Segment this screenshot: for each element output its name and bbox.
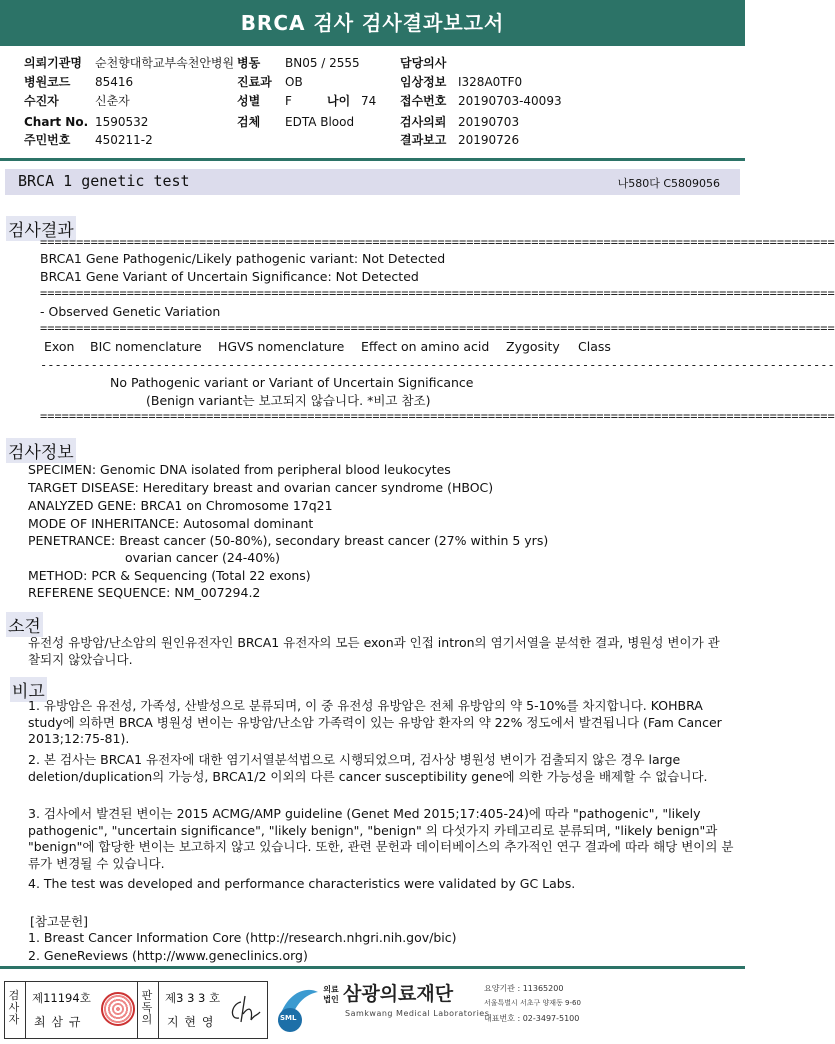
info-method: METHOD: PCR & Sequencing (Total 22 exons) xyxy=(28,568,311,583)
test-bar xyxy=(5,169,740,195)
receipt-no-label: 접수번호 xyxy=(400,94,447,108)
result-dash-separator: -------------------------------------------------------------------------------------------------------------- xyxy=(40,358,835,372)
result-separator-1: ============================================================================================================== xyxy=(40,235,835,249)
result-separator-2: ============================================================================================================== xyxy=(40,286,835,300)
org-english: Samkwang Medical Laboratories xyxy=(345,1009,490,1018)
remark-4: 4. The test was developed and performance characteristics were validated by GC Labs. xyxy=(28,876,576,891)
result-line-pathogenic: BRCA1 Gene Pathogenic/Likely pathogenic variant: Not Detected xyxy=(40,251,446,266)
patient-name-value: 신춘자 xyxy=(95,94,130,108)
institution-value: 순천향대학교부속천안병원 xyxy=(95,56,235,70)
report-date-label: 결과보고 xyxy=(400,133,447,147)
sml-logo xyxy=(272,982,322,1032)
sml-logo-text: SML xyxy=(280,1014,297,1022)
report-title: BRCA 검사 검사결과보고서 xyxy=(0,0,745,46)
patient-info xyxy=(0,46,745,159)
report-date-value: 20190726 xyxy=(458,133,520,147)
test-code: 나580다 C5809056 xyxy=(617,177,720,190)
sex-value: F xyxy=(285,94,292,108)
header-divider xyxy=(0,158,745,161)
info-section-title: 검사정보 xyxy=(6,438,76,463)
request-label: 검사의뢰 xyxy=(400,115,447,129)
info-penetrance: PENETRANCE: Breast cancer (50-80%), secondary breast cancer (27% within 5 yrs) xyxy=(28,533,549,548)
age-label: 나이 xyxy=(327,94,351,108)
ward-value: BN05 / 2555 xyxy=(285,56,360,70)
info-target-disease: TARGET DISEASE: Hereditary breast and ovarian cancer syndrome (HBOC) xyxy=(28,480,494,495)
sex-label: 성별 xyxy=(237,94,261,108)
reference-1: 1. Breast Cancer Information Core (http://research.nhgri.nih.gov/bic) xyxy=(28,930,457,945)
request-value: 20190703 xyxy=(458,115,520,129)
col-hgvs: HGVS nomenclature xyxy=(218,339,345,354)
info-reference-sequence: REFERENE SEQUENCE: NM_007294.2 xyxy=(28,585,261,600)
org-prefix: 의료법인 xyxy=(323,985,339,1004)
info-specimen: SPECIMEN: Genomic DNA isolated from peripheral blood leukocytes xyxy=(28,462,451,477)
observed-variation-heading: - Observed Genetic Variation xyxy=(40,304,221,319)
org-phone: 대표번호 : 02-3497-5100 xyxy=(484,1014,580,1023)
col-zygosity: Zygosity xyxy=(506,339,560,354)
institution-code: 요양기관 : 11365200 xyxy=(484,984,564,993)
clinical-label: 임상정보 xyxy=(400,75,447,89)
signature-box xyxy=(4,981,268,1039)
org-address: 서울특별시 서초구 양재동 9-60 xyxy=(484,999,581,1007)
info-penetrance-ovarian: ovarian cancer (24-40%) xyxy=(125,550,280,565)
reviewer-label: 판독의 xyxy=(141,989,153,1026)
dept-label: 진료과 xyxy=(237,75,272,89)
doctor-label: 담당의사 xyxy=(400,56,447,70)
resident-value: 450211-2 xyxy=(95,133,153,147)
hospital-code-value: 85416 xyxy=(95,75,134,89)
specimen-label: 검체 xyxy=(237,115,261,129)
col-class: Class xyxy=(578,339,611,354)
chart-value: 1590532 xyxy=(95,115,149,129)
remark-2: 2. 본 검사는 BRCA1 유전자에 대한 염기서열분석법으로 시행되었으며, 검사상 병원성 변이가 검출되지 않은 경우 large deletion/duplication의 가능성, BRCA1/2 이외의 다른 cancer susceptibility gene에 의한 가능성을 배제할 수 없습니다. xyxy=(28,752,708,784)
info-inheritance: MODE OF INHERITANCE: Autosomal dominant xyxy=(28,516,314,531)
sml-logo-icon xyxy=(272,982,322,1032)
remark-1: 1. 유방암은 유전성, 가족성, 산발성으로 분류되며, 이 중 유전성 유방암은 전체 유방암의 약 5-10%를 차지합니다. KOHBRA study에 의하면 BRCA 병원성 변이는 유방암/난소암 가족력이 있는 유방암 환자의 약 22% 정도에서 발견됩니다 (Fam Cancer 2013;12:75-81). xyxy=(28,698,722,746)
footer-divider xyxy=(0,966,745,969)
patient-name-label: 수진자 xyxy=(24,94,59,108)
opinion-text: 유전성 유방암/난소암의 원인유전자인 BRCA1 유전자의 모든 exon과 인접 intron의 염기서열을 분석한 결과, 병원성 변이가 관찰되지 않았습니다. xyxy=(28,635,720,667)
result-section-title: 검사결과 xyxy=(6,216,76,241)
result-separator-3: ============================================================================================================== xyxy=(40,321,835,335)
age-value: 74 xyxy=(361,94,377,108)
org-name: 삼광의료재단 xyxy=(343,983,454,1005)
no-variant-text: No Pathogenic variant or Variant of Uncertain Significance xyxy=(110,375,474,390)
result-separator-4: ============================================================================================================== xyxy=(40,409,835,423)
hospital-code-label: 병원코드 xyxy=(24,75,71,89)
benign-note: (Benign variant는 보고되지 않습니다. *비고 참조) xyxy=(146,393,431,408)
tester-license-no: 제11194호 xyxy=(32,991,91,1005)
remarks-section-title: 비고 xyxy=(10,677,47,702)
col-exon: Exon xyxy=(44,339,75,354)
reference-2: 2. GeneReviews (http://www.geneclinics.org) xyxy=(28,948,308,963)
references-title: [참고문헌] xyxy=(30,914,89,929)
remark-3: 3. 검사에서 발견된 변이는 2015 ACMG/AMP guideline (Genet Med 2015;17:405-24)에 따라 "pathogenic", "likely pathogenic", "uncertain significance", "likely benign", "benign" 의 다섯가지 카테고리로 분류되며, "likely benign"과 "benign"에 합당한 변이는 보고하지 않고 있습니다. 또한, 관련 문헌과 데이터베이스의 추가적인 연구 결과에 따라 해당 변이의 분류가 변경될 수 있습니다. xyxy=(28,806,734,871)
clinical-value: I328A0TF0 xyxy=(458,75,523,89)
result-line-vus: BRCA1 Gene Variant of Uncertain Significance: Not Detected xyxy=(40,269,419,284)
chart-label: Chart No. xyxy=(24,115,89,129)
dept-value: OB xyxy=(285,75,303,89)
reviewer-name: 지 현 영 xyxy=(167,1015,215,1029)
ward-label: 병동 xyxy=(237,56,261,70)
receipt-no-value: 20190703-40093 xyxy=(458,94,562,108)
tester-name: 최 삼 규 xyxy=(34,1015,82,1029)
reviewer-signature-icon xyxy=(227,994,261,1026)
reviewer-license-no: 제3 3 3 호 xyxy=(165,991,221,1005)
test-name: BRCA 1 genetic test xyxy=(18,172,190,190)
tester-label: 검사자 xyxy=(8,989,20,1026)
institution-label: 의뢰기관명 xyxy=(24,56,82,70)
info-analyzed-gene: ANALYZED GENE: BRCA1 on Chromosome 17q21 xyxy=(28,498,333,513)
opinion-section-title: 소견 xyxy=(6,612,43,637)
specimen-value: EDTA Blood xyxy=(285,115,355,129)
footer xyxy=(0,975,745,1044)
col-effect: Effect on amino acid xyxy=(361,339,490,354)
resident-label: 주민번호 xyxy=(24,133,71,147)
col-bic: BIC nomenclature xyxy=(90,339,202,354)
tester-seal-icon xyxy=(101,992,135,1026)
